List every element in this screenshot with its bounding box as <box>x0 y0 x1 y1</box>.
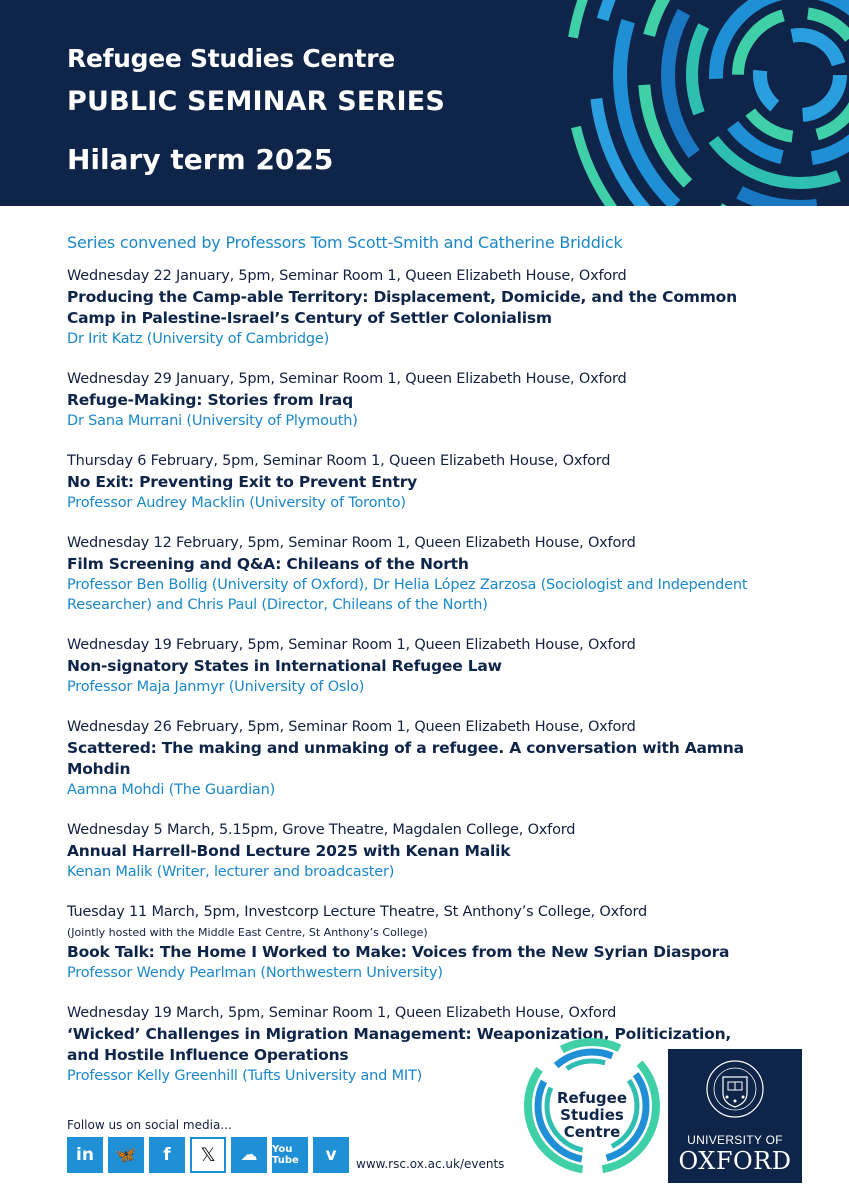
event-speaker: Professor Ben Bollig (University of Oxford), Dr Helia López Zarzosa (Sociologist and Independent Researcher) and Chris Paul (Director, Chileans of the North) <box>67 577 748 613</box>
event-when: Tuesday 11 March, 5pm, Investcorp Lecture Theatre, St Anthony’s College, Oxford <box>67 904 648 920</box>
event-speaker: Aamna Mohdi (The Guardian) <box>67 782 276 798</box>
event-item <box>67 369 797 431</box>
event-speaker: Professor Maja Janmyr (University of Oslo) <box>67 679 365 695</box>
event-item <box>67 451 797 513</box>
event-title: Refuge-Making: Stories from Iraq <box>67 391 353 409</box>
oxford-university-of: UNIVERSITY OF <box>687 1133 783 1147</box>
event-when: Wednesday 26 February, 5pm, Seminar Room 1, Queen Elizabeth House, Oxford <box>67 719 636 735</box>
event-title: Annual Harrell-Bond Lecture 2025 with Kenan Malik <box>67 842 511 860</box>
convenors-line: Series convened by Professors Tom Scott-Smith and Catherine Briddick <box>67 233 623 252</box>
event-title: Non-signatory States in International Refugee Law <box>67 657 502 675</box>
events-list <box>67 266 797 1106</box>
event-title: Producing the Camp-able Territory: Displacement, Domicide, and the Common Camp in Palestine-Israel’s Century of Settler Colonialism <box>67 288 737 327</box>
vimeo-icon[interactable]: v <box>313 1137 349 1173</box>
event-title: Scattered: The making and unmaking of a refugee. A conversation with Aamna Mohdin <box>67 739 744 778</box>
x-icon[interactable]: 𝕏 <box>190 1137 226 1173</box>
event-item <box>67 717 797 800</box>
event-when: Wednesday 19 March, 5pm, Seminar Room 1, Queen Elizabeth House, Oxford <box>67 1005 617 1021</box>
oxford-logo <box>668 1049 802 1183</box>
oxford-crest-icon <box>705 1057 765 1127</box>
soundcloud-icon[interactable]: ☁ <box>231 1137 267 1173</box>
event-title: No Exit: Preventing Exit to Prevent Entry <box>67 473 418 491</box>
events-url-link[interactable]: www.rsc.ox.ac.uk/events <box>356 1157 505 1171</box>
event-item <box>67 266 797 349</box>
event-when: Thursday 6 February, 5pm, Seminar Room 1, Queen Elizabeth House, Oxford <box>67 453 611 469</box>
event-note: (Jointly hosted with the Middle East Centre, St Anthony’s College) <box>67 926 428 939</box>
event-speaker: Professor Kelly Greenhill (Tufts University and MIT) <box>67 1068 423 1084</box>
event-title: Book Talk: The Home I Worked to Make: Voices from the New Syrian Diaspora <box>67 943 730 961</box>
bluesky-icon[interactable]: 🦋 <box>108 1137 144 1173</box>
event-item <box>67 635 797 697</box>
rsc-logo-text: Refugee Studies Centre <box>556 1089 627 1141</box>
series-title: PUBLIC SEMINAR SERIES <box>67 86 446 117</box>
youtube-icon[interactable]: You Tube <box>272 1137 308 1173</box>
event-when: Wednesday 22 January, 5pm, Seminar Room 1, Queen Elizabeth House, Oxford <box>67 268 627 284</box>
facebook-icon[interactable]: f <box>149 1137 185 1173</box>
event-item <box>67 533 797 615</box>
event-when: Wednesday 12 February, 5pm, Seminar Room 1, Queen Elizabeth House, Oxford <box>67 535 636 551</box>
event-speaker: Dr Irit Katz (University of Cambridge) <box>67 331 330 347</box>
event-when: Wednesday 19 February, 5pm, Seminar Room 1, Queen Elizabeth House, Oxford <box>67 637 636 653</box>
linkedin-icon[interactable]: in <box>67 1137 103 1173</box>
event-item <box>67 820 797 882</box>
decorative-rings-graphic <box>440 0 849 206</box>
follow-us-label: Follow us on social media... <box>67 1118 232 1132</box>
event-title: ‘Wicked’ Challenges in Migration Management: Weaponization, Politicization, and Hostile Influence Operations <box>67 1025 732 1064</box>
oxford-name: OXFORD <box>678 1147 792 1175</box>
event-speaker: Kenan Malik (Writer, lecturer and broadcaster) <box>67 864 395 880</box>
event-when: Wednesday 5 March, 5.15pm, Grove Theatre, Magdalen College, Oxford <box>67 822 576 838</box>
event-item <box>67 902 797 983</box>
event-speaker: Professor Wendy Pearlman (Northwestern University) <box>67 965 443 981</box>
header-banner <box>0 0 849 206</box>
event-speaker: Professor Audrey Macklin (University of Toronto) <box>67 495 406 511</box>
social-links <box>67 1137 349 1173</box>
event-title: Film Screening and Q&A: Chileans of the North <box>67 555 469 573</box>
event-speaker: Dr Sana Murrani (University of Plymouth) <box>67 413 358 429</box>
organisation-name: Refugee Studies Centre <box>67 44 395 73</box>
term-title: Hilary term 2025 <box>67 143 334 176</box>
event-when: Wednesday 29 January, 5pm, Seminar Room 1, Queen Elizabeth House, Oxford <box>67 371 627 387</box>
